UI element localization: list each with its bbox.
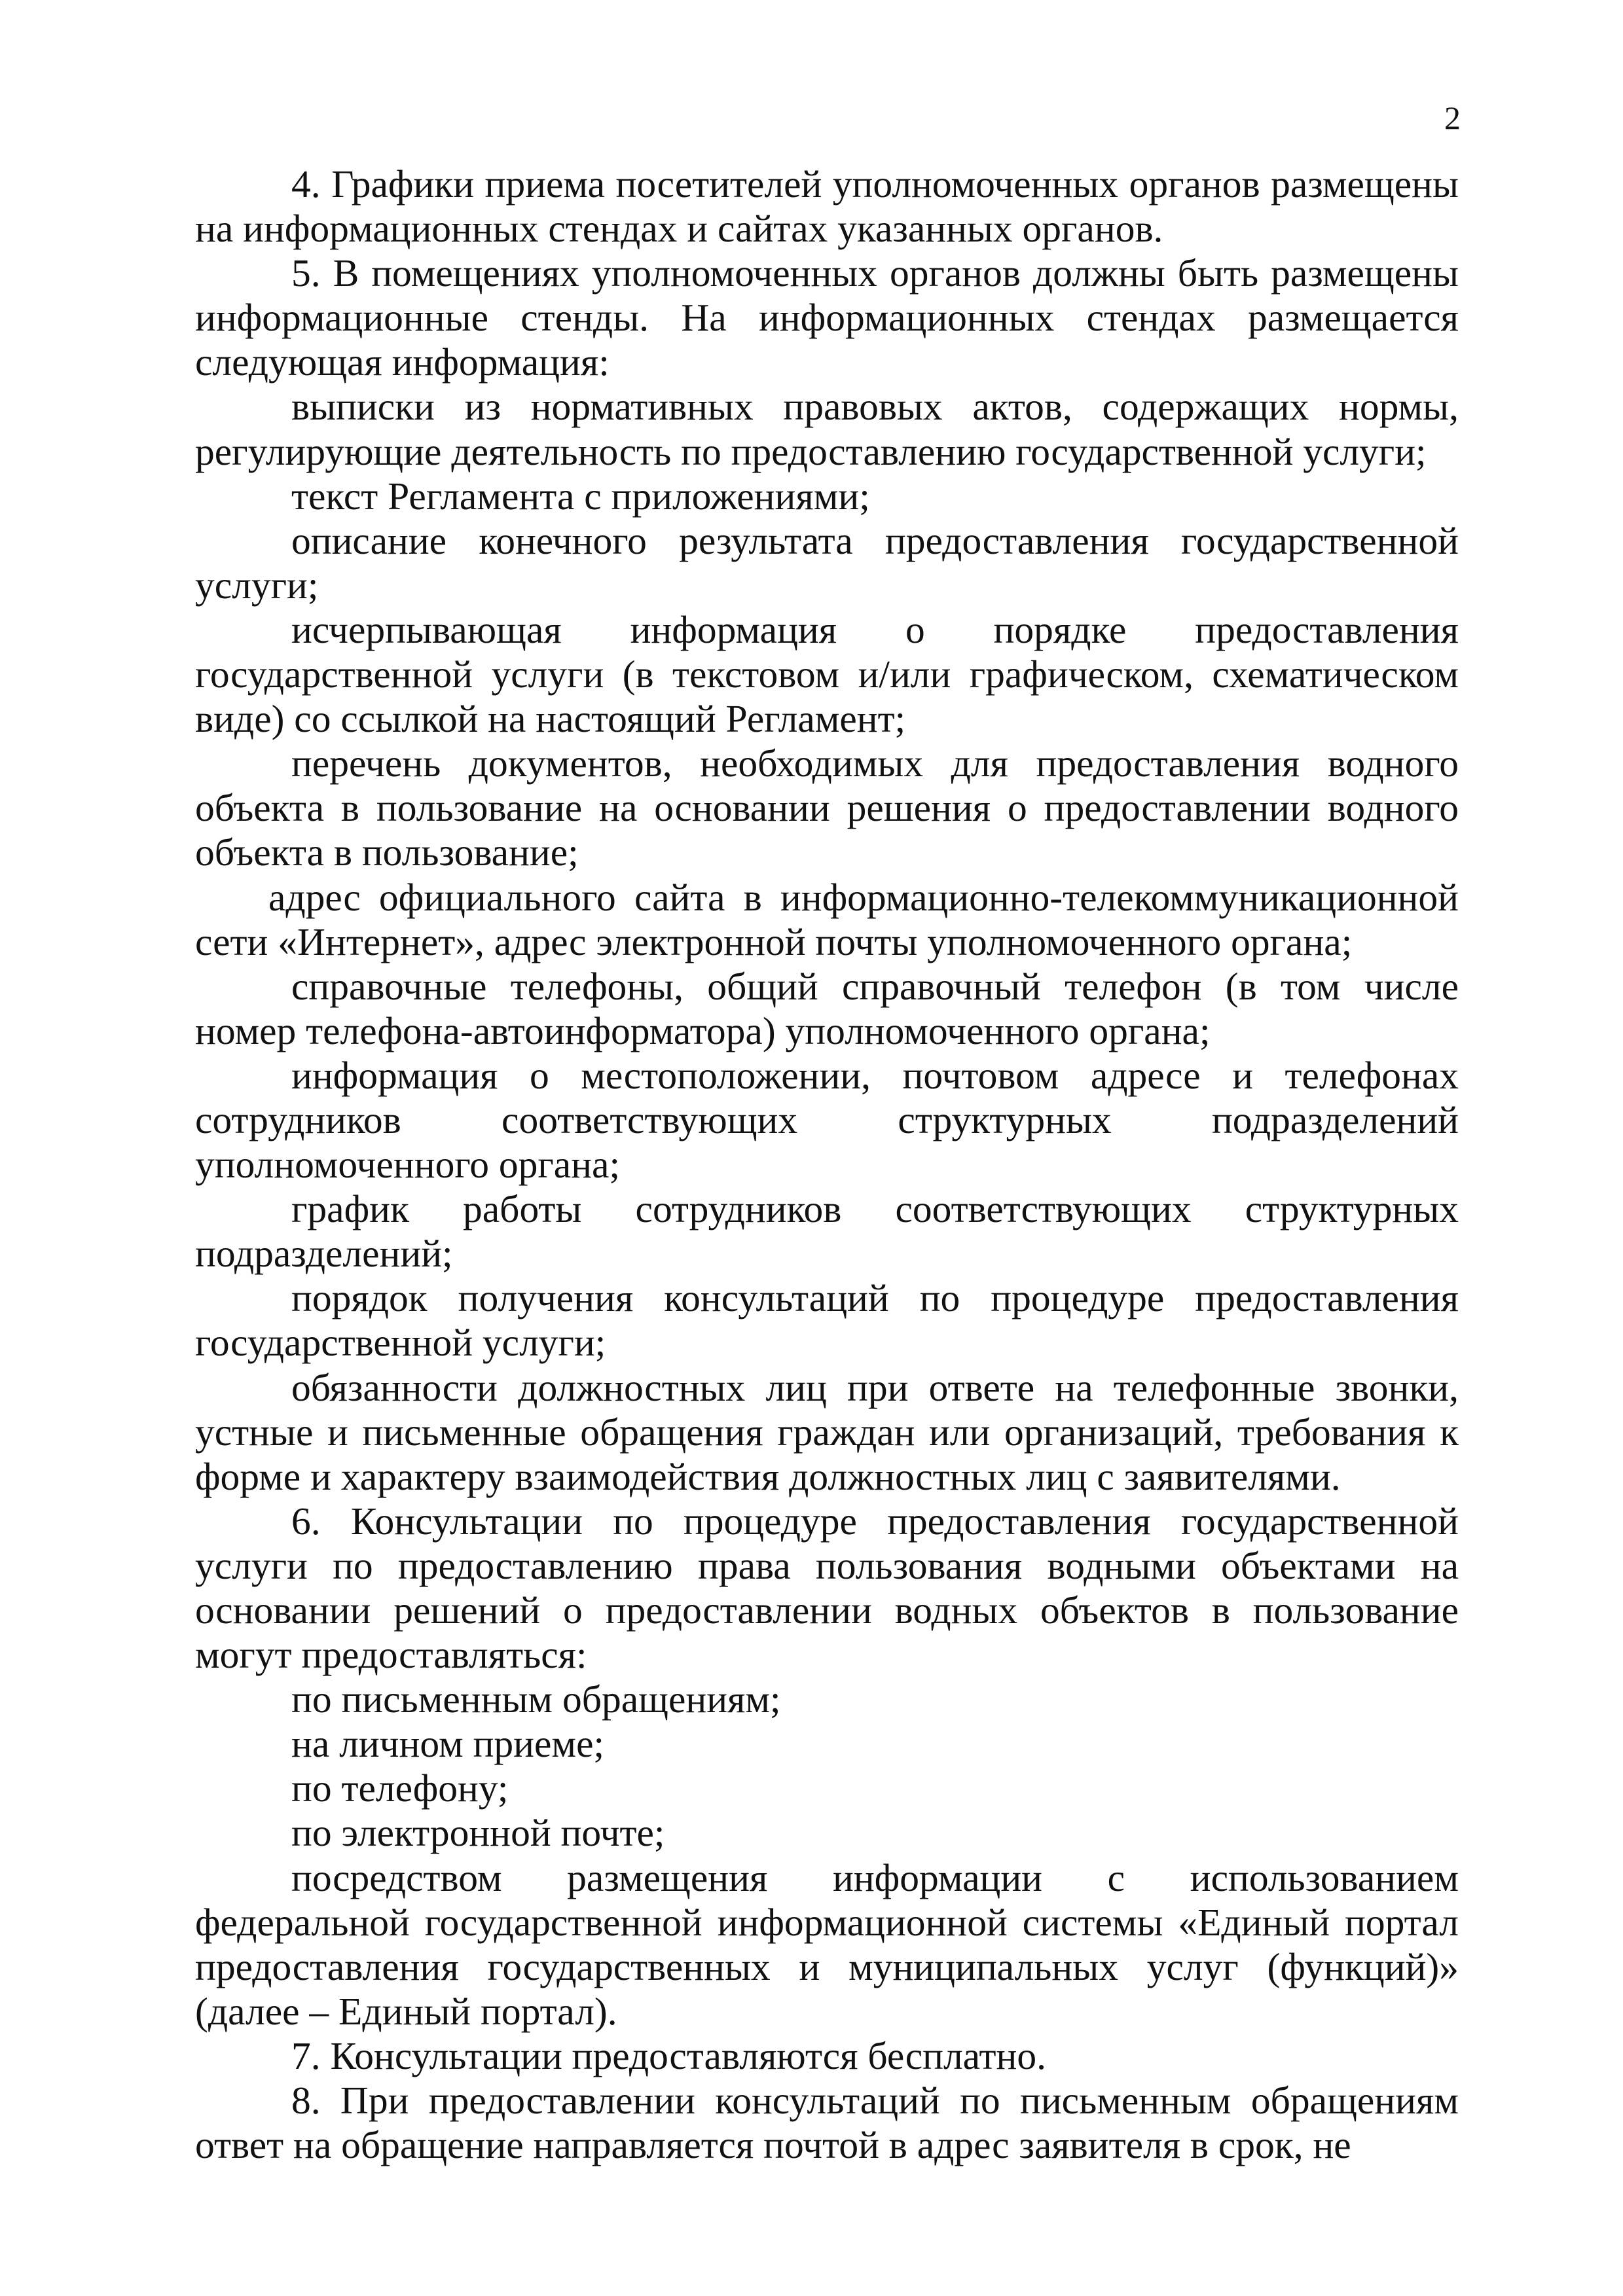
paragraph: по письменным обращениям; [291, 1677, 781, 1721]
paragraph: информация о местоположении, почтовом адресе и телефонах сотрудников соответствующих структурных подразделений уполномоченного органа; [195, 1053, 1459, 1187]
paragraph: выписки из нормативных правовых актов, содержащих нормы, регулирующие деятельность по предоставлению государственной услуги; [195, 385, 1459, 473]
document-body [195, 162, 1459, 2167]
paragraph: порядок получения консультаций по процедуре предоставления государственной услуги; [195, 1276, 1459, 1365]
paragraph: 8. При предоставлении консультаций по письменным обращениям ответ на обращение направляется почтой в адрес заявителя в срок, не [195, 2079, 1459, 2167]
paragraph: 6. Консультации по процедуре предоставления государственной услуги по предоставлению права пользования водными объектами на основании решений о предоставлении водных объектов в пользование могут предоставляться: [195, 1499, 1459, 1677]
paragraph: исчерпывающая информация о порядке предоставления государственной услуги (в текстовом и/или графическом, схематическом виде) со ссылкой на настоящий Регламент; [195, 607, 1459, 741]
paragraph: обязанности должностных лиц при ответе на телефонные звонки, устные и письменные обращения граждан или организаций, требования к форме и характеру взаимодействия должностных лиц с заявителями. [195, 1365, 1459, 1498]
paragraph: 7. Консультации предоставляются бесплатно. [291, 2034, 1047, 2077]
paragraph: 5. В помещениях уполномоченных органов должны быть размещены информационные стенды. На информационных стендах размещается следующая информация: [195, 251, 1459, 384]
paragraph: по телефону; [291, 1767, 509, 1810]
paragraph: перечень документов, необходимых для предоставления водного объекта в пользование на основании решения о предоставлении водного объекта в пользование; [195, 742, 1459, 874]
paragraph: на личном приеме; [291, 1722, 605, 1766]
paragraph: текст Регламента с приложениями; [291, 474, 870, 518]
paragraph: посредством размещения информации с использованием федеральной государственной информационной системы «Единый портал предоставления государственных и муниципальных услуг (функций)» (далее – Единый портал). [195, 1856, 1459, 2033]
paragraph: справочные телефоны, общий справочный телефон (в том числе номер телефона-автоинформатора) уполномоченного органа; [195, 964, 1459, 1052]
paragraph: 4. Графики приема посетителей уполномоченных органов размещены на информационных стендах и сайтах указанных органов. [195, 162, 1459, 251]
paragraph: график работы сотрудников соответствующих структурных подразделений; [195, 1187, 1459, 1276]
paragraph: описание конечного результата предоставления государственной услуги; [195, 518, 1459, 607]
paragraph: по электронной почте; [291, 1811, 665, 1855]
paragraph: адрес официального сайта в информационно-телекоммуникационной сети «Интернет», адрес электронной почты уполномоченного органа; [195, 875, 1459, 963]
page-number: 2 [1444, 99, 1461, 136]
